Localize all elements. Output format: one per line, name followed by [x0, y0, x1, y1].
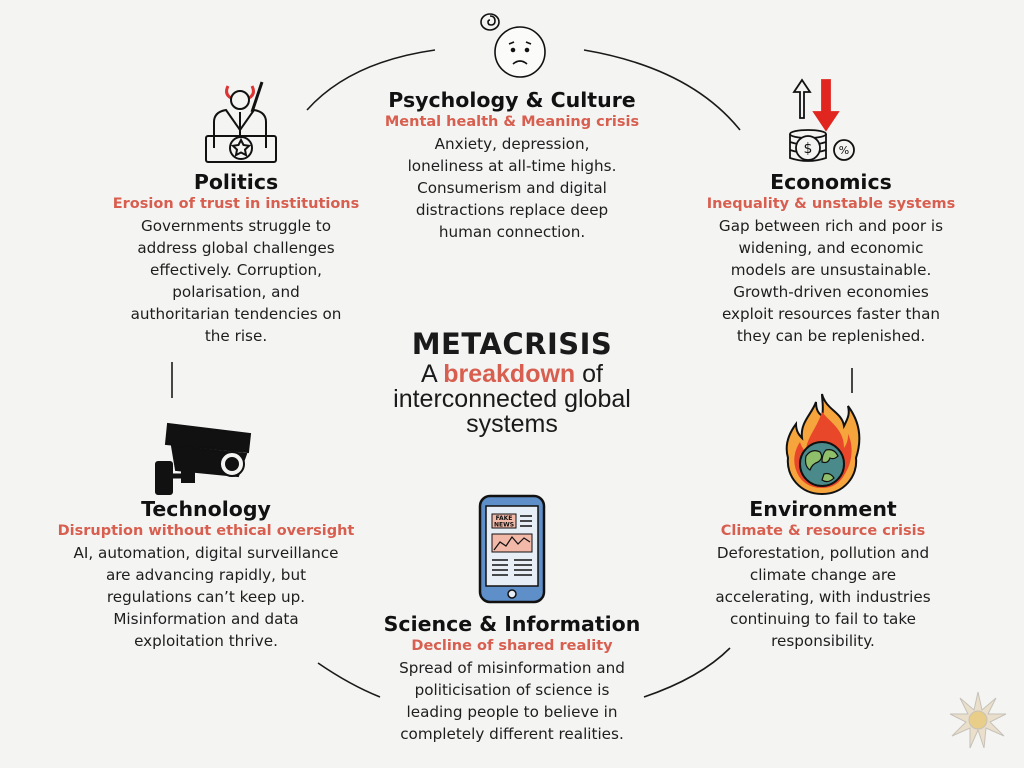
node-description: Spread of misinformation and politicisation of science is leading people to believe in completely different realities.	[399, 659, 625, 743]
sad-face-icon	[474, 10, 554, 82]
node-title: Technology	[141, 497, 271, 521]
burning-earth-icon	[782, 392, 862, 496]
node-subtitle: Decline of shared reality	[411, 638, 613, 654]
node-psychology	[362, 88, 662, 243]
center-line-3: systems	[466, 410, 558, 438]
node-subtitle: Mental health & Meaning crisis	[384, 114, 640, 130]
node-description: Gap between rich and poor is widening, and economic models are unsustainable. Growth-driven economies exploit resources faster than they can be replenished.	[718, 217, 944, 345]
node-technology	[46, 497, 366, 652]
node-description: Anxiety, depression, loneliness at all-time highs. Consumerism and digital distractions replace deep human connection.	[407, 135, 617, 241]
surveillance-camera-icon	[154, 418, 262, 496]
center-line-1: A breakdown of	[420, 360, 604, 388]
fake-news-label: FAKE	[495, 515, 513, 522]
node-subtitle: Disruption without ethical oversight	[57, 523, 355, 539]
center-heading	[372, 326, 652, 437]
node-title: Economics	[770, 170, 892, 194]
node-description: Deforestation, pollution and climate change are accelerating, with industries continuing to fail to take responsibility.	[715, 544, 931, 650]
node-description: AI, automation, digital surveillance are advancing rapidly, but regulations can’t keep up. Misinformation and data exploitation thrive.	[73, 544, 339, 650]
node-subtitle: Erosion of trust in institutions	[112, 196, 360, 212]
node-subtitle: Climate & resource crisis	[720, 523, 926, 539]
node-subtitle: Inequality & unstable systems	[706, 196, 956, 212]
center-line-2: interconnected global	[393, 385, 631, 413]
node-title: Environment	[749, 497, 897, 521]
node-title: Science & Information	[383, 612, 641, 636]
sun-flower-logo-icon	[948, 690, 1008, 750]
node-economics	[676, 170, 986, 347]
node-title: Psychology & Culture	[388, 88, 636, 112]
node-description: Governments struggle to address global challenges effectively. Corruption, polarisation, and authoritarian tendencies on the rise.	[130, 217, 342, 345]
center-highlight: breakdown	[443, 360, 576, 388]
node-science	[362, 612, 662, 745]
svg-text:%: %	[838, 144, 850, 157]
node-title: Politics	[193, 170, 279, 194]
node-politics	[86, 170, 386, 347]
coins-arrows-icon	[778, 78, 860, 166]
center-title: METACRISIS	[411, 327, 613, 361]
fake-news-phone-icon	[476, 494, 548, 604]
node-environment	[678, 497, 968, 652]
svg-text:$: $	[803, 141, 813, 157]
svg-text:NEWS: NEWS	[493, 521, 515, 529]
politician-icon	[200, 78, 282, 166]
